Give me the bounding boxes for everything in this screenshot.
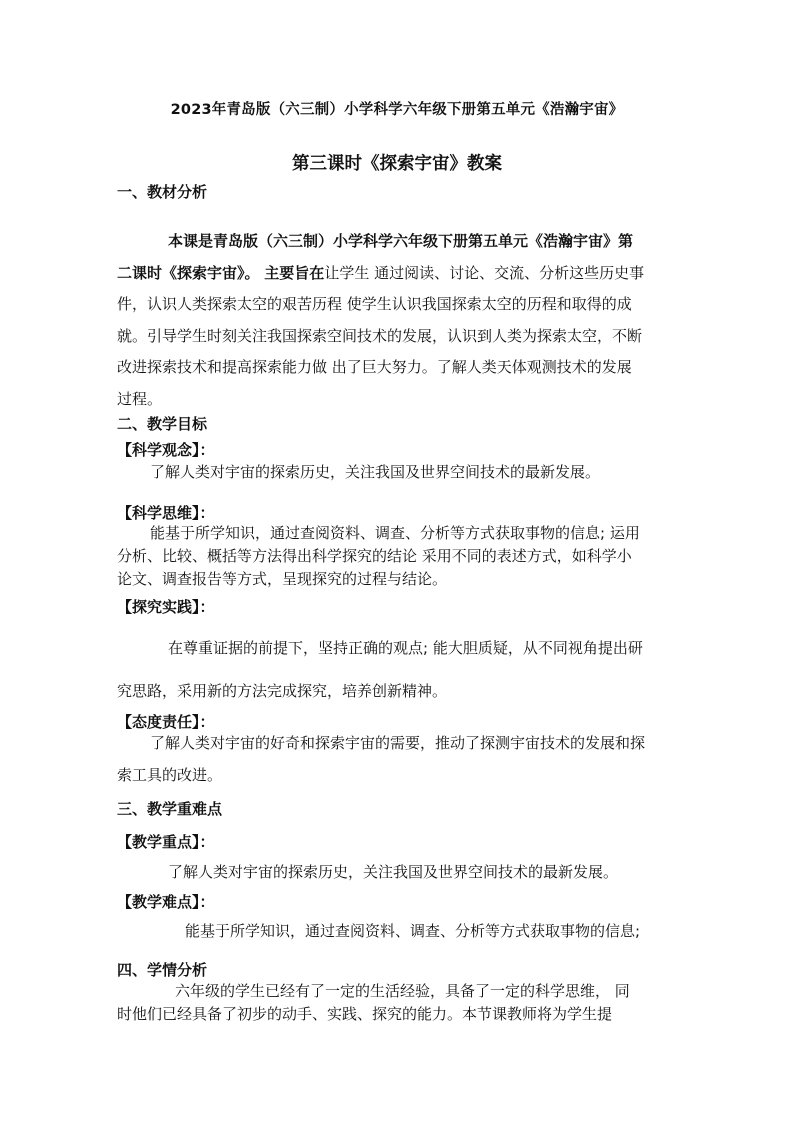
section-heading-textbook-analysis: 一、教材分析 xyxy=(117,183,208,201)
text-student-analysis-line1: 六年级的学生已经有了一定的生活经验，具备了一定的科学思维， 同 xyxy=(175,982,630,1000)
textbook-analysis-line3: 件，认识人类探索太空的艰苦历程 使学生认识我国探索太空的历程和取得的成 xyxy=(117,295,632,313)
section-heading-key-difficult-points: 三、教学重难点 xyxy=(117,800,223,818)
text-key-points: 了解人类对宇宙的探索历史，关注我国及世界空间技术的最新发展。 xyxy=(168,863,619,881)
text-science-thinking-line2: 分析、比较、概括等方法得出科学探究的结论 采用不同的表述方式，如科学小 xyxy=(117,547,632,565)
text-attitude-line1: 了解人类对宇宙的好奇和探索宇宙的需要，推动了探测宇宙技术的发展和探 xyxy=(150,734,646,752)
text-attitude-line2: 索工具的改进。 xyxy=(117,765,223,784)
text-difficult-points: 能基于所学知识，通过查阅资料、调查、分析等方式获取事物的信息; xyxy=(185,922,641,940)
text-inquiry-practice-line2: 究思路，采用新的方法完成探究，培养创新精神。 xyxy=(117,682,448,700)
section-heading-teaching-goals: 二、教学目标 xyxy=(117,415,208,433)
text-inquiry-practice-line1: 在尊重证据的前提下，坚持正确的观点; 能大胆质疑，从不同视角提出研 xyxy=(168,639,643,657)
label-key-points: 【教学重点】： xyxy=(117,833,215,851)
textbook-analysis-line5: 改进探索技术和提高探索能力做 出了巨大努力。了解人类天体观测技术的发展 xyxy=(117,358,632,376)
textbook-analysis-line4: 就。引导学生时刻关注我国探索空间技术的发展，认识到人类为探索太空，不断 xyxy=(117,326,643,345)
text-science-concept: 了解人类对宇宙的探索历史，关注我国及世界空间技术的最新发展。 xyxy=(150,463,601,481)
label-inquiry-practice: 【探究实践】： xyxy=(117,598,215,616)
document-title: 2023年青岛版（六三制）小学科学六年级下册第五单元《浩瀚宇宙》 xyxy=(170,102,624,118)
textbook-analysis-line2c: 让学生 通过阅读、讨论、交流、分析这些历史事 xyxy=(324,263,645,282)
textbook-analysis-line1: 本课是青岛版（六三制）小学科学六年级下册第五单元《浩瀚宇宙》第 xyxy=(168,232,634,250)
text-science-thinking-line1: 能基于所学知识，通过查阅资料、调查、分析等方式获取事物的信息; 运用 xyxy=(150,524,640,542)
textbook-analysis-paragraph-cont xyxy=(117,258,644,416)
label-difficult-points: 【教学难点】： xyxy=(117,893,215,911)
textbook-analysis-line6: 过程。 xyxy=(117,389,163,408)
lesson-title: 第三课时《探索宇宙》教案 xyxy=(292,154,502,174)
label-science-concept: 【科学观念】： xyxy=(117,441,215,459)
label-science-thinking: 【科学思维】： xyxy=(117,504,215,522)
section-heading-student-analysis: 四、学情分析 xyxy=(117,961,208,979)
text-student-analysis-line2: 时他们已经具备了初步的动手、实践、探究的能力。本节课教师将为学生提 xyxy=(117,1005,613,1023)
text-science-thinking-line3: 论文、调查报告等方式，呈现探究的过程与结论。 xyxy=(117,570,448,588)
label-attitude-responsibility: 【态度责任】： xyxy=(117,713,215,731)
textbook-analysis-line2a: 二课时《探索宇宙》。 xyxy=(117,263,260,282)
text-science-thinking xyxy=(117,522,640,591)
textbook-analysis-line2b: 主要旨在 xyxy=(264,263,325,282)
text-student-analysis xyxy=(117,980,630,1026)
textbook-analysis-paragraph xyxy=(168,226,633,258)
text-attitude-responsibility xyxy=(117,731,645,787)
